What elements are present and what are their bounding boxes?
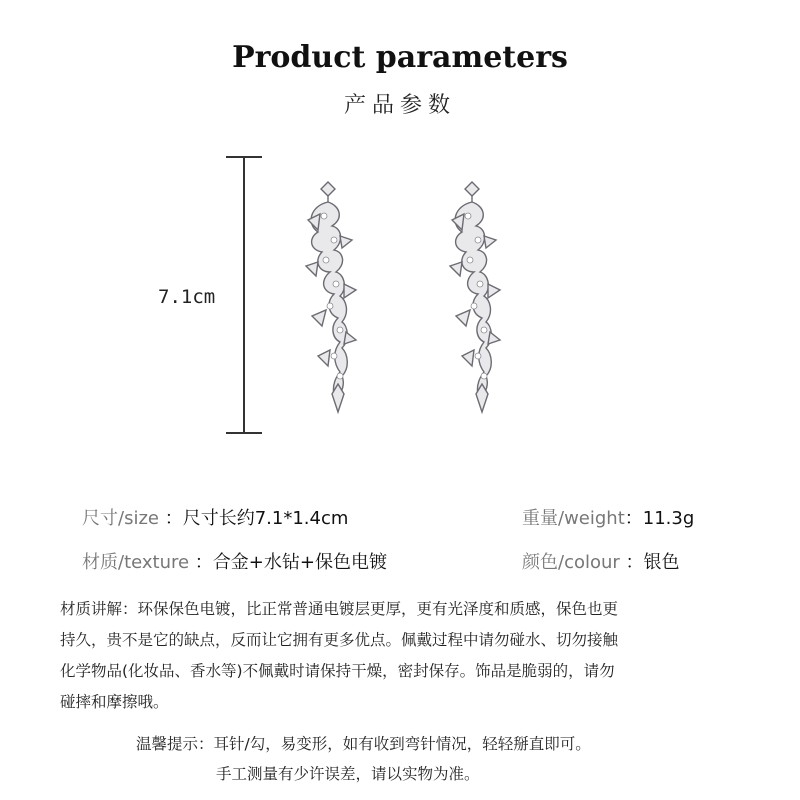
spec-weight-separator: ： [624,508,643,529]
spec-texture-separator: ： [189,552,213,573]
material-description [60,594,750,718]
spec-weight-label: 重量/weight [522,508,625,529]
measurement-note: 手工测量有少许误差，请以实物为准。 [216,765,480,783]
description-line: 化学物品(化妆品、香水等)不佩戴时请保持干燥，密封保存。饰品是脆弱的，请勿 [60,662,615,680]
size-measurement: 7.1cm [158,286,216,308]
spec-colour-value: 银色 [643,552,680,573]
description-line: 碰摔和摩擦哦。 [60,693,169,711]
spec-size-label: 尺寸/size [82,508,159,529]
spec-size-separator: ： [158,508,183,529]
spec-texture-value: 合金+水钻+保色电镀 [212,552,387,573]
earring-right-image [432,180,512,420]
spec-texture [82,548,387,574]
size-ruler [226,156,262,434]
ruler-line [243,156,245,434]
spec-colour [522,548,680,574]
description-line: 持久，贵不是它的缺点，反而让它拥有更多优点。佩戴过程中请勿碰水、切勿接触 [60,631,619,649]
spec-size [82,504,348,530]
spec-weight [522,504,694,530]
earring-left-image [288,180,368,420]
description-line: 材质讲解：环保保色电镀，比正常普通电镀层更厚，更有光泽度和质感，保色也更 [60,600,619,618]
spec-texture-label: 材质/texture [82,552,190,573]
spec-weight-value: 11.3g [642,508,695,529]
page-title: Product parameters [232,40,568,75]
spec-colour-label: 颜色/colour [522,552,620,573]
ruler-bottom-tick [226,432,262,434]
spec-colour-separator: ： [619,552,644,573]
spec-size-value: 尺寸长约7.1*1.4cm [182,508,349,529]
page-subtitle: 产品参数 [343,93,456,118]
warm-tip: 温馨提示：耳针/勾，易变形，如有收到弯针情况，轻轻掰直即可。 [136,735,591,753]
